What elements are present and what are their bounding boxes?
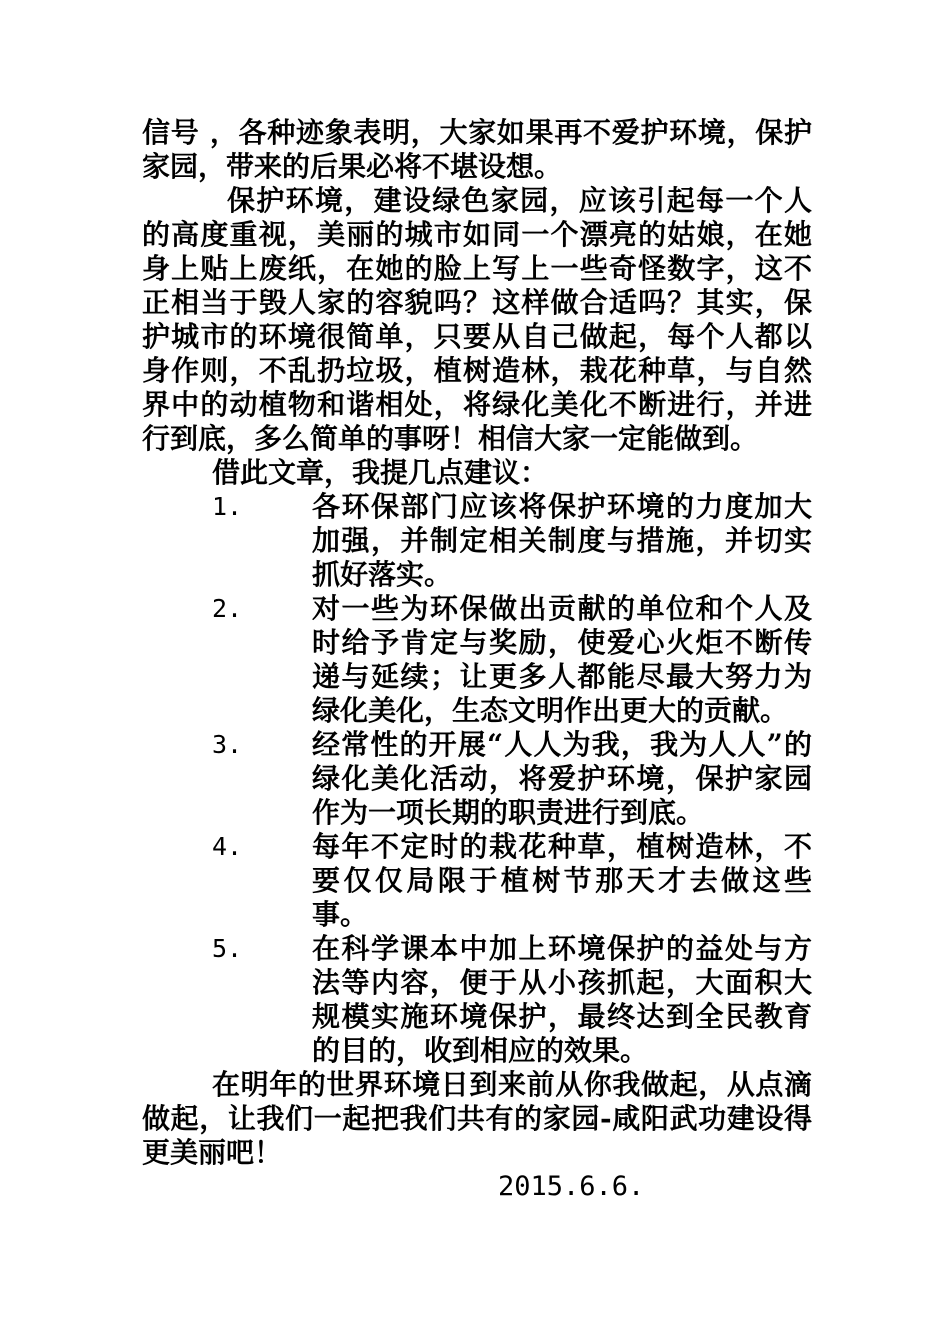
suggestion-list: [142, 490, 812, 1068]
document-body: [142, 116, 812, 1204]
list-item-text: 经常性的开展“人人为我，我为人人”的绿化美化活动，将爱护环境，保护家园作为一项长期的职责进行到底。: [312, 728, 812, 829]
list-item: [142, 830, 812, 932]
list-item: [142, 592, 812, 728]
list-item-number: 3.: [212, 730, 243, 759]
list-item-number: 5.: [212, 934, 243, 963]
list-item-text: 对一些为环保做出贡献的单位和个人及时给予肯定与奖励，使爱心火炬不断传递与延续；让更多人都能尽最大努力为绿化美化，生态文明作出更大的贡献。: [312, 592, 812, 727]
document-date: 2015.6.6.: [498, 1171, 645, 1202]
list-item-text: 在科学课本中加上环境保护的益处与方法等内容，便于从小孩抓起，大面积大规模实施环境保护，最终达到全民教育的目的，收到相应的效果。: [312, 932, 812, 1067]
list-item-text: 各环保部门应该将保护环境的力度加大加强，并制定相关制度与措施，并切实抓好落实。: [312, 490, 812, 591]
list-item-number: 4.: [212, 832, 243, 861]
list-item: [142, 490, 812, 592]
list-item-number: 1.: [212, 492, 243, 521]
paragraph-green-home: 保护环境，建设绿色家园，应该引起每一个人的高度重视，美丽的城市如同一个漂亮的姑娘，在她身上贴上废纸，在她的脸上写上一些奇怪数字，这不正相当于毁人家的容貌吗？这样做合适吗？其实，保护城市的环境很简单，只要从自己做起，每个人都以身作则，不乱扔垃圾，植树造林，栽花种草，与自然界中的动植物和谐相处，将绿化美化不断进行，并进行到底，多么简单的事呀！相信大家一定能做到。: [142, 184, 812, 455]
list-item: [142, 932, 812, 1068]
list-item-number: 2.: [212, 594, 243, 623]
paragraph-continuation: 信号 ，各种迹象表明，大家如果再不爱护环境，保护家园，带来的后果必将不堪设想。: [142, 116, 812, 183]
paragraph-closing: 在明年的世界环境日到来前从你我做起，从点滴做起，让我们一起把我们共有的家园-咸阳武功建设得更美丽吧！: [142, 1068, 812, 1169]
paragraph-suggestion-intro: 借此文章，我提几点建议：: [212, 456, 549, 489]
list-item-text: 每年不定时的栽花种草，植树造林，不要仅仅局限于植树节那天才去做这些事。: [312, 830, 812, 931]
list-item: [142, 728, 812, 830]
